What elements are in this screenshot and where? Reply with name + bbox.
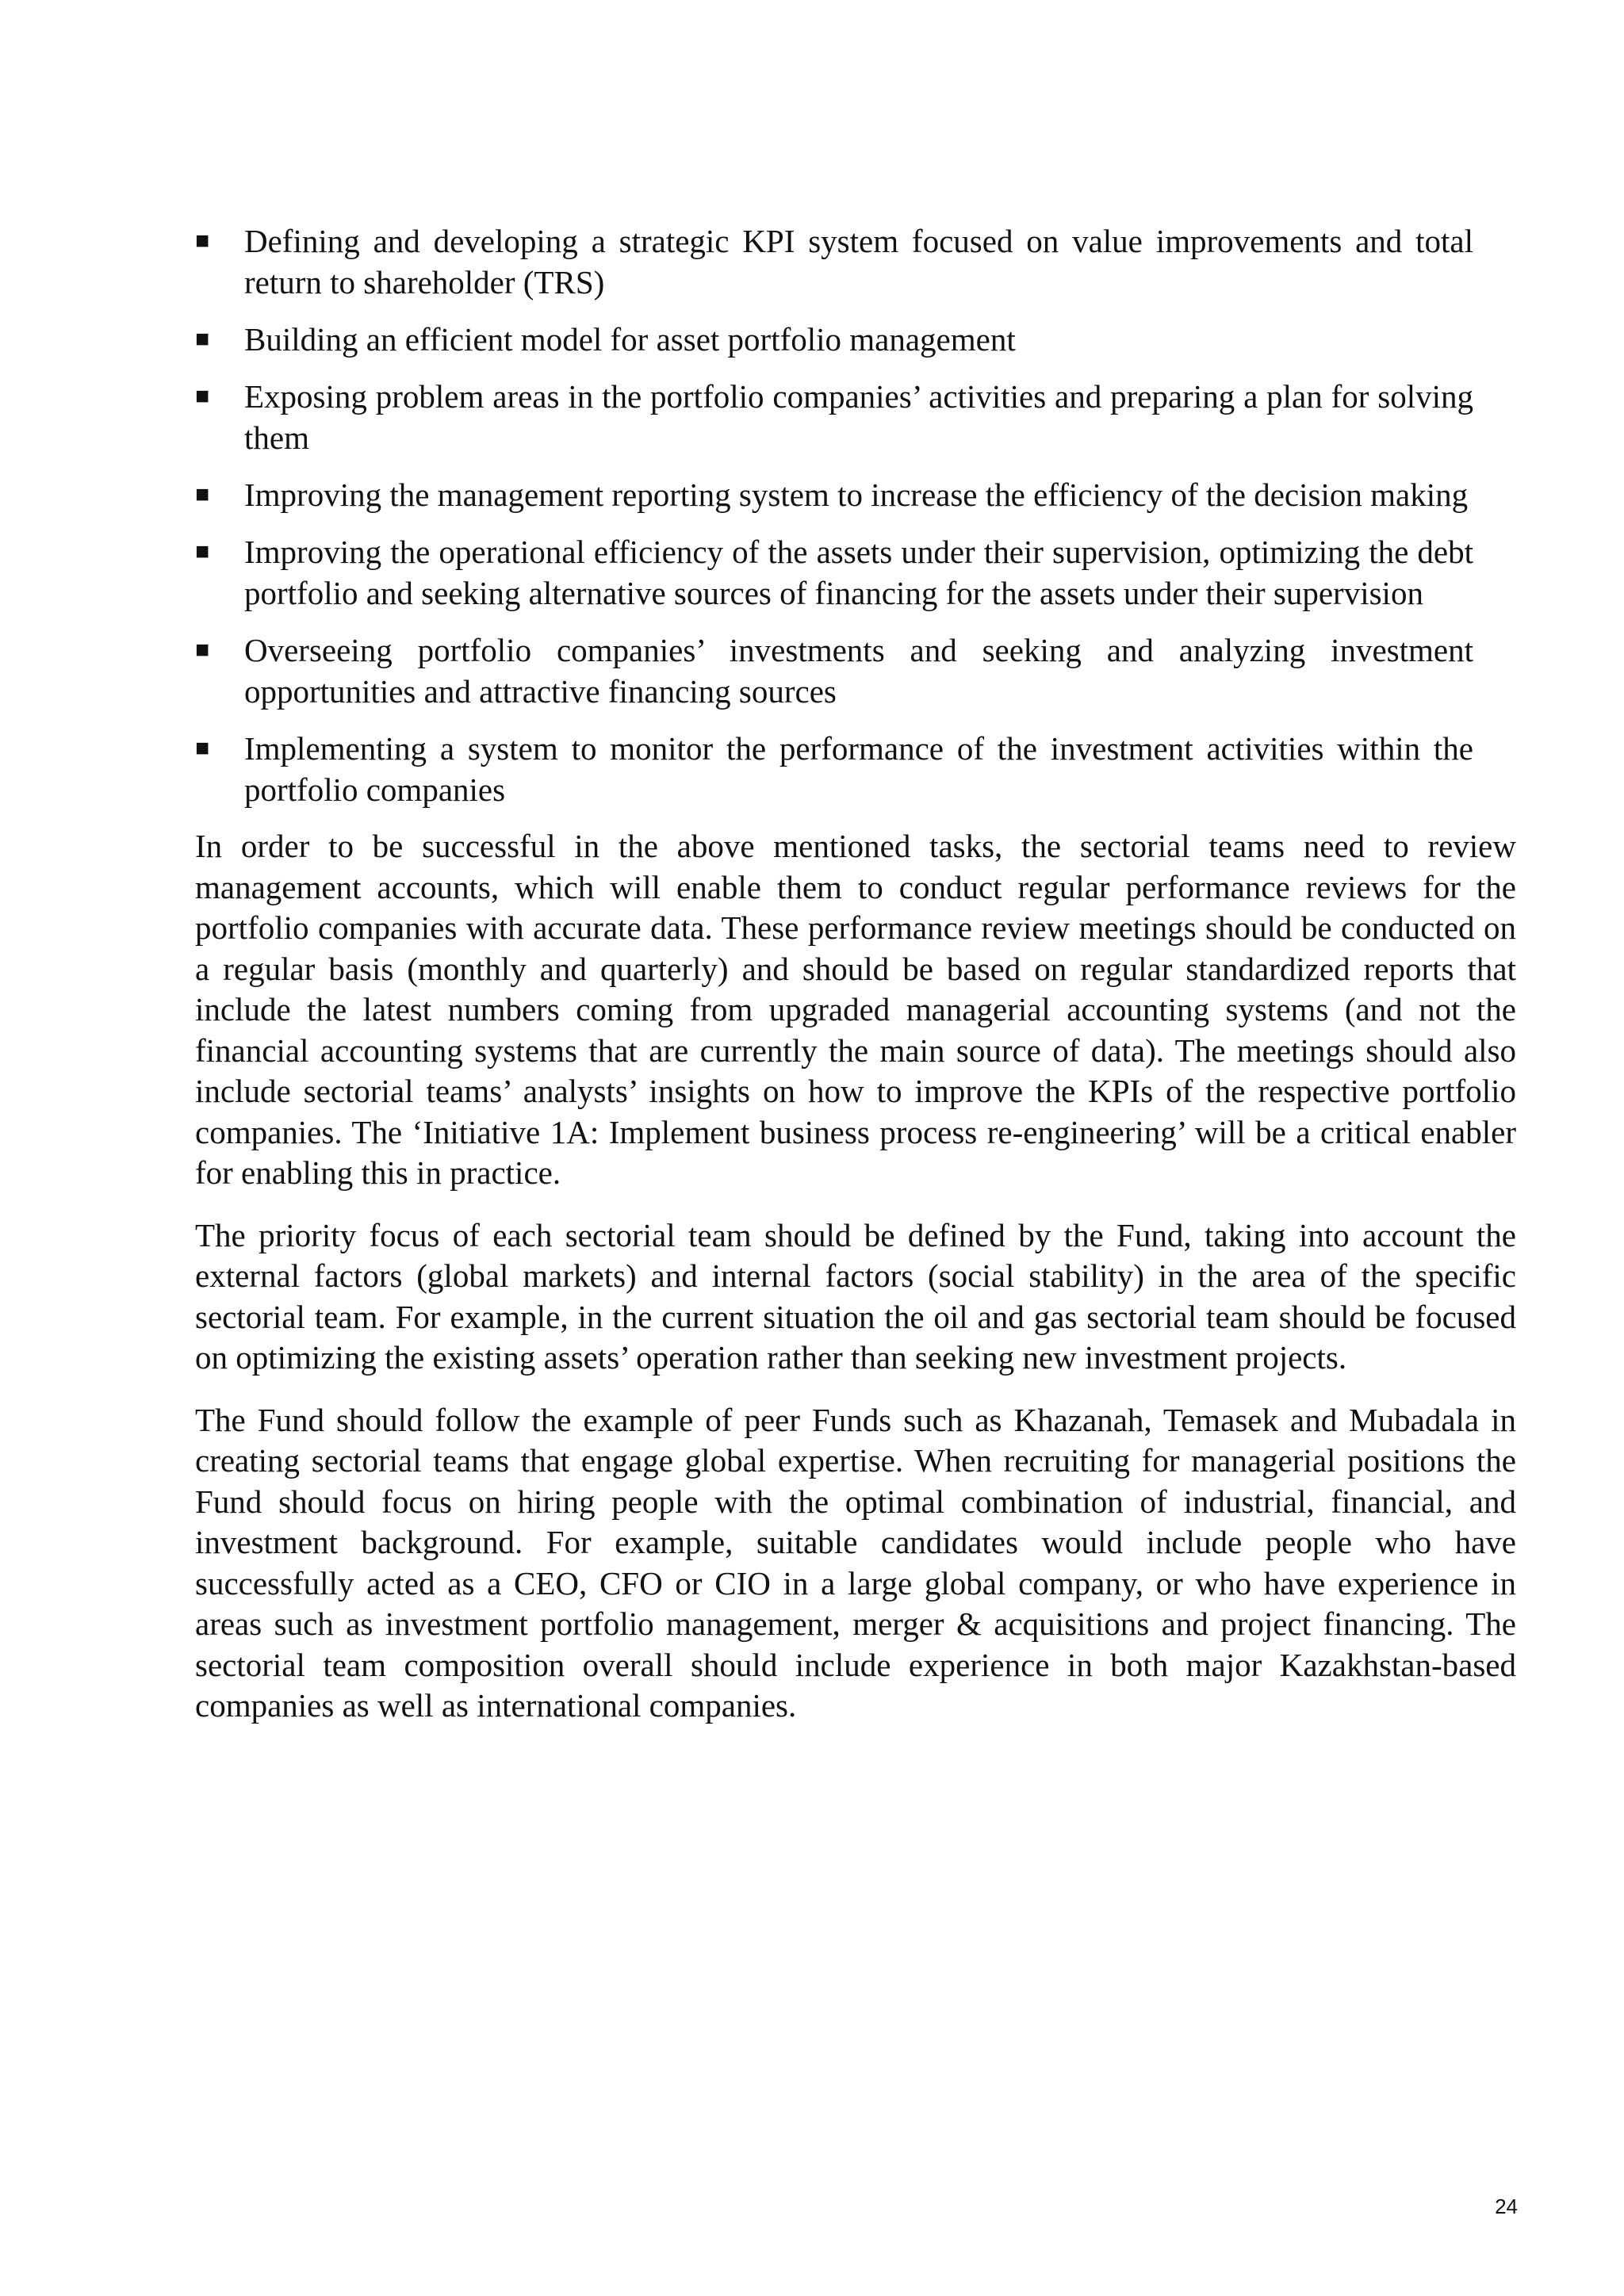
square-bullet-icon: ■ [195,326,210,352]
square-bullet-icon: ■ [195,383,210,409]
paragraph-performance-reviews: In order to be successful in the above mentioned tasks, the sectorial teams need to review management accounts, which will enable them to conduct regular performance reviews for the portfolio companies with accurate data. These performance review meetings should be conducted on a regular basis (monthly and quarterly) and should be based on regular standardized reports that include the latest numbers coming from upgraded managerial accounting systems (and not the financial accounting systems that are currently the main source of data). The meetings should also include sectorial teams’ analysts’ insights on how to improve the KPIs of the respective portfolio companies. The ‘Initiative 1A: Implement business process re-engineering’ will be a critical enabler for enabling this in practice. [195,828,1516,1191]
list-item-text: Improving the management reporting system to increase the efficiency of the decision making [244,476,1469,513]
list-item [195,531,1516,614]
paragraph-peer-funds: The Fund should follow the example of peer Funds such as Khazanah, Temasek and Mubadala in creating sectorial teams that engage global expertise. When recruiting for managerial positions the Fund should focus on hiring people with the optimal combination of industrial, financial, and investment background. For example, suitable candidates would include people who have successfully acted as a CEO, CFO or CIO in a large global company, or who have experience in areas such as investment portfolio management, merger & acquisitions and project financing. The sectorial team composition overall should include experience in both major Kazakhstan-based companies as well as international companies. [195,1401,1516,1724]
list-item-text: Overseeing portfolio companies’ investments and seeking and analyzing investment opportunities and attractive financing sources [244,632,1473,710]
list-item-text: Exposing problem areas in the portfolio companies’ activities and preparing a plan for solving them [244,378,1473,456]
list-item [195,319,1516,360]
square-bullet-icon: ■ [195,481,210,507]
square-bullet-icon: ■ [195,538,210,564]
list-item-text: Defining and developing a strategic KPI system focused on value improvements and total return to shareholder (TRS) [244,223,1473,300]
body-text [195,826,1516,1727]
list-item [195,728,1516,810]
list-item-text: Building an efficient model for asset portfolio management [244,321,1016,358]
list-item-text: Implementing a system to monitor the performance of the investment activities within the portfolio companies [244,730,1473,808]
list-item [195,629,1516,712]
bullet-list [195,220,1516,810]
list-item [195,220,1516,303]
square-bullet-icon: ■ [195,637,210,663]
paragraph-priority-focus: The priority focus of each sectorial team should be defined by the Fund, taking into account the external factors (global markets) and internal factors (social stability) in the area of the specific sectorial team. For example, in the current situation the oil and gas sectorial team should be focused on optimizing the existing assets’ operation rather than seeking new investment projects. [195,1216,1516,1376]
square-bullet-icon: ■ [195,228,210,254]
square-bullet-icon: ■ [195,735,210,761]
list-item [195,474,1516,515]
page-content [195,220,1516,1748]
page-number: 24 [1495,2195,1518,2218]
list-item [195,376,1516,458]
list-item-text: Improving the operational efficiency of the assets under their supervision, optimizing the debt portfolio and seeking alternative sources of financing for the assets under their supervision [244,534,1473,611]
